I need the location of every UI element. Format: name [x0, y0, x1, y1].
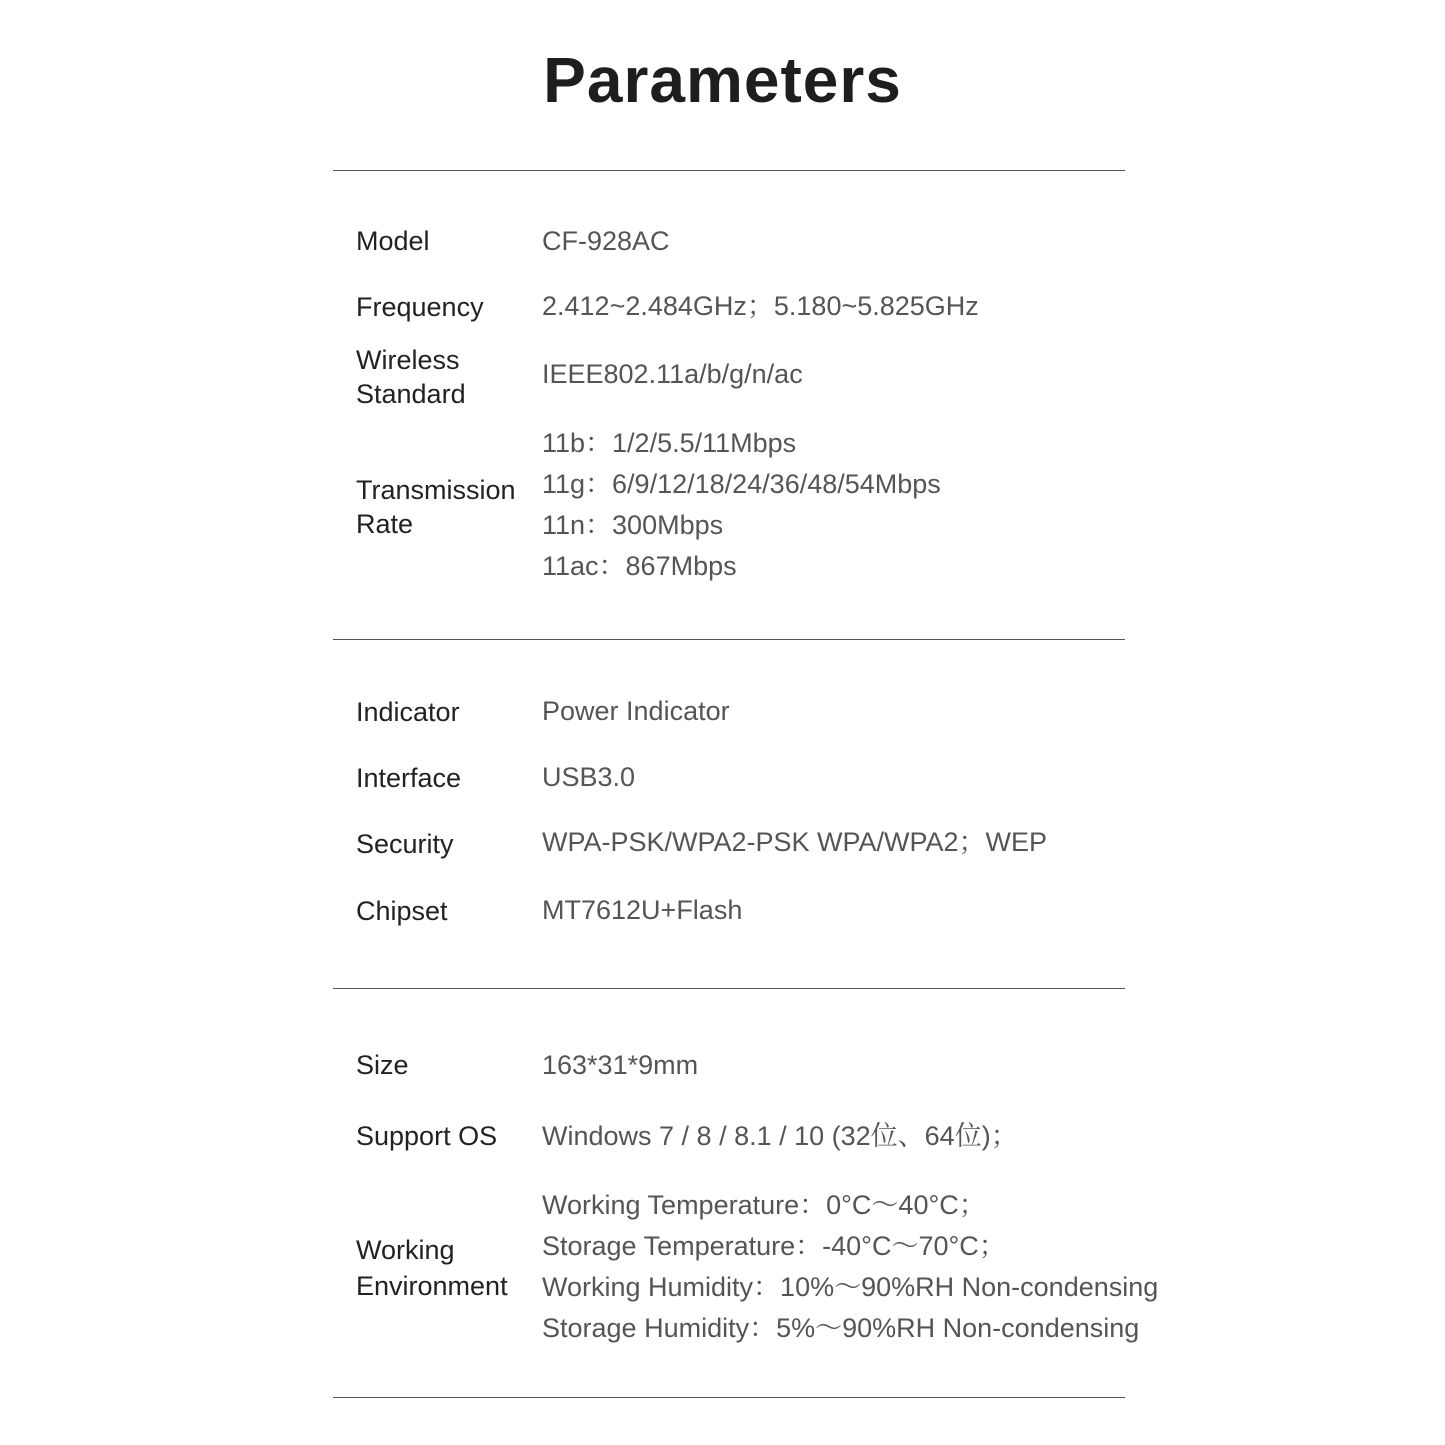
divider-section2: [333, 988, 1125, 989]
value-interface: USB3.0: [542, 762, 636, 792]
value-size: 163*31*9mm: [542, 1050, 699, 1080]
label-model: Model: [356, 226, 430, 256]
rate-11g: 11g：6/9/12/18/24/36/48/54Mbps: [542, 469, 941, 499]
value-model: CF-928AC: [542, 226, 670, 256]
label-size: Size: [356, 1050, 409, 1080]
label-interface: Interface: [356, 763, 462, 793]
label-chipset: Chipset: [356, 896, 448, 926]
label-wireless-line1: Wireless: [356, 345, 460, 375]
value-working-environment: [542, 1185, 1158, 1349]
rate-11b: 11b：1/2/5.5/11Mbps: [542, 428, 797, 458]
value-transmission-rate: [542, 423, 941, 587]
storage-humidity: Storage Humidity：5%～90%RH Non-condensing: [542, 1313, 1140, 1343]
label-indicator: Indicator: [356, 697, 460, 727]
label-wireless-line2: Standard: [356, 379, 466, 409]
label-support-os: Support OS: [356, 1121, 498, 1151]
divider-bottom: [333, 1397, 1125, 1398]
label-transmission-line2: Rate: [356, 509, 414, 539]
value-indicator: Power Indicator: [542, 696, 730, 726]
divider-top: [333, 170, 1125, 171]
value-frequency: 2.412~2.484GHz；5.180~5.825GHz: [542, 291, 979, 321]
rate-11n: 11n：300Mbps: [542, 510, 724, 540]
value-support-os: Windows 7 / 8 / 8.1 / 10 (32位、64位)；: [542, 1121, 1018, 1151]
value-chipset: MT7612U+Flash: [542, 895, 743, 925]
storage-temperature: Storage Temperature：-40°C～70°C；: [542, 1231, 1006, 1261]
value-wireless-standard: IEEE802.11a/b/g/n/ac: [542, 359, 803, 389]
page-title: Parameters: [543, 44, 902, 116]
label-frequency: Frequency: [356, 292, 484, 322]
label-transmission-line1: Transmission: [356, 475, 516, 505]
label-environment-line1: Working: [356, 1235, 455, 1265]
rate-11ac: 11ac：867Mbps: [542, 551, 737, 581]
label-security: Security: [356, 829, 454, 859]
label-environment-line2: Environment: [356, 1271, 508, 1301]
working-temperature: Working Temperature：0°C～40°C；: [542, 1190, 986, 1220]
working-humidity: Working Humidity：10%～90%RH Non-condensing: [542, 1272, 1159, 1302]
divider-section1: [333, 639, 1125, 640]
value-security: WPA-PSK/WPA2-PSK WPA/WPA2；WEP: [542, 827, 1048, 857]
